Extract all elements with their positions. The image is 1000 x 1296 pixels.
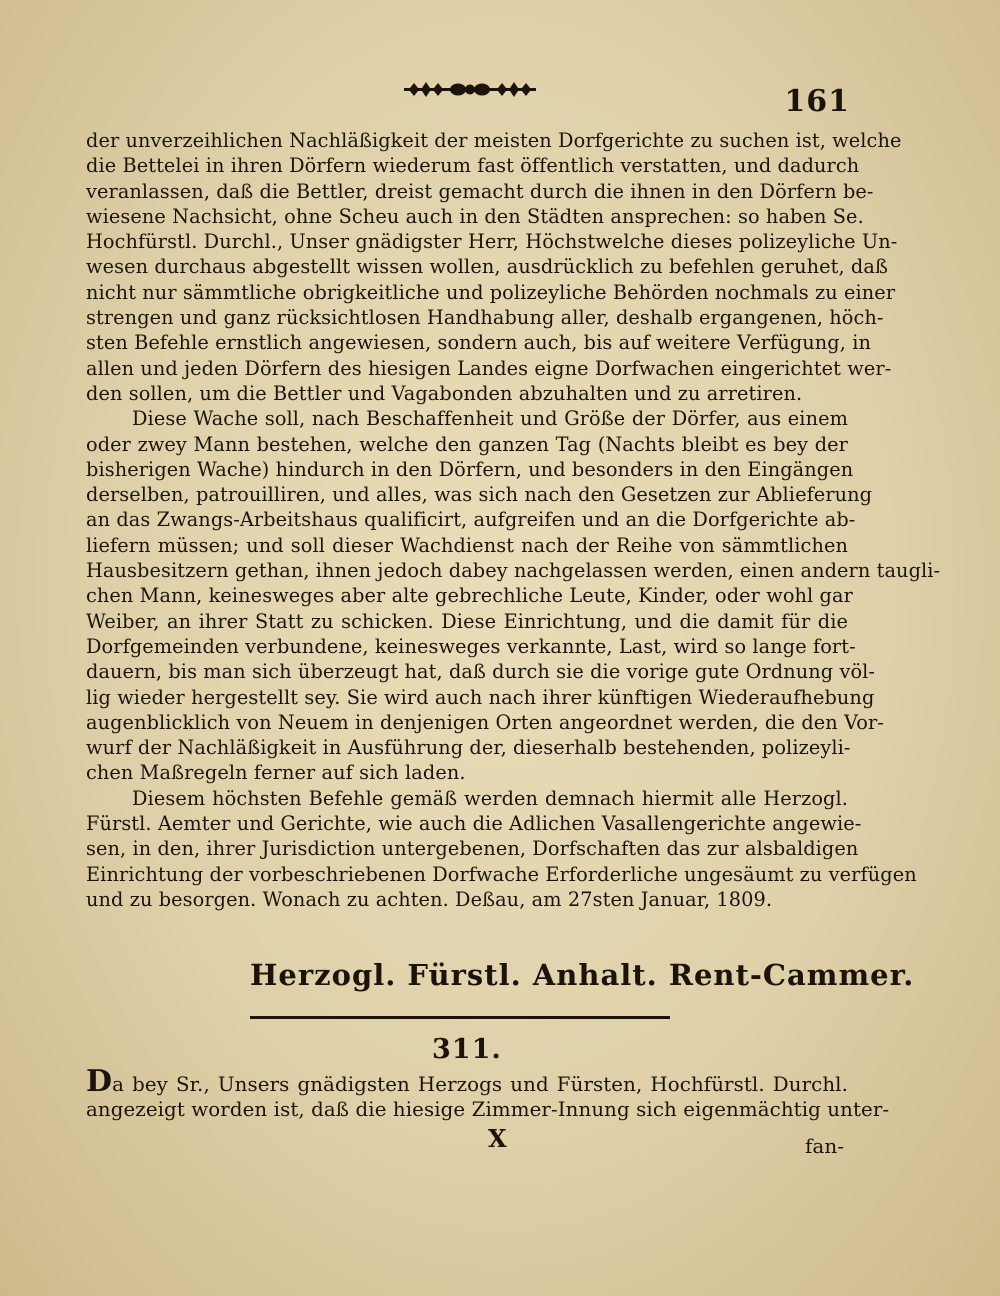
text-line: derselben, patrouilliren, und alles, was sich nach den Gesetzen zur Ablieferung (86, 483, 873, 507)
text-line: Weiber, an ihrer Statt zu schicken. Diese Einrichtung, und die damit für die (86, 609, 848, 633)
text-line: veranlassen, daß die Bettler, dreist gemacht durch die ihnen in den Dörfern be- (86, 179, 874, 203)
text-line: wurf der Nachläßigkeit in Ausführung der, dieserhalb bestehenden, polizeyli- (86, 736, 851, 760)
text-line: sen, in den, ihrer Jurisdiction untergebenen, Dorfschaften das zur alsbaldigen (86, 837, 859, 861)
text-line-rest: a bey Sr., Unsers gnädigsten Herzogs und Fürsten, Hochfürstl. Durchl. (112, 1073, 848, 1096)
text-line: sten Befehle ernstlich angewiesen, sondern auch, bis auf weitere Verfügung, in (86, 331, 871, 355)
text-line: die Bettelei in ihren Dörfern wiederum fast öffentlich verstatten, und dadurch (86, 154, 860, 178)
text-line (86, 1064, 848, 1099)
text-line: dauern, bis man sich überzeugt hat, daß durch sie die vorige gute Ordnung völ- (86, 660, 876, 684)
text-line: Dorfgemeinden verbundene, keinesweges verkannte, Last, wird so lange fort- (86, 634, 856, 658)
text-line: bisherigen Wache) hindurch in den Dörfern, und besonders in den Eingängen (86, 457, 854, 481)
text-line: wiesene Nachsicht, ohne Scheu auch in den Städten ansprechen: so haben Se. (86, 204, 864, 228)
section-number: 311. (432, 1034, 502, 1065)
text-line: Fürstl. Aemter und Gerichte, wie auch die Adlichen Vasallengerichte angewie- (86, 812, 862, 836)
text-line: an das Zwangs-Arbeitshaus qualificirt, aufgreifen und an die Dorfgerichte ab- (86, 508, 856, 532)
drop-letter: D (86, 1064, 113, 1099)
printer-ornament-icon (400, 76, 540, 102)
text-line: Diese Wache soll, nach Beschaffenheit und Größe der Dörfer, aus einem (132, 407, 848, 431)
text-line: oder zwey Mann bestehen, welche den ganzen Tag (Nachts bleibt es bey der (86, 432, 848, 456)
text-line: den sollen, um die Bettler und Vagabonden abzuhalten und zu arretiren. (86, 381, 803, 405)
text-line: augenblicklich von Neuem in denjenigen Orten angeordnet werden, die den Vor- (86, 710, 884, 734)
text-line: strengen und ganz rücksichtlosen Handhabung aller, deshalb ergangenen, höch- (86, 306, 884, 330)
text-line: Hochfürstl. Durchl., Unser gnädigster Herr, Höchstwelche dieses polizeyliche Un- (86, 230, 898, 254)
signature-line: Herzogl. Fürstl. Anhalt. Rent-Cammer. (250, 958, 915, 992)
text-line: Hausbesitzern gethan, ihnen jedoch dabey nachgelassen werden, einen andern taugli- (86, 559, 941, 583)
text-line: Diesem höchsten Befehle gemäß werden demnach hiermit alle Herzogl. (132, 786, 848, 810)
text-line: der unverzeihlichen Nachläßigkeit der meisten Dorfgerichte zu suchen ist, welche (86, 129, 902, 152)
page-number: 161 (784, 84, 850, 119)
main-text (86, 128, 941, 912)
section-text (86, 1064, 890, 1124)
text-line: allen und jeden Dörfern des hiesigen Landes eigne Dorfwachen eingerichtet wer- (86, 356, 892, 380)
text-line: Einrichtung der vorbeschriebenen Dorfwache Erforderliche ungesäumt zu verfügen (86, 862, 917, 886)
text-line: angezeigt worden ist, daß die hiesige Zimmer-Innung sich eigenmächtig unter- (86, 1098, 890, 1121)
text-line: lig wieder hergestellt sey. Sie wird auch nach ihrer künftigen Wiederaufhebung (86, 685, 875, 709)
text-line: und zu besorgen. Wonach zu achten. Deßau, am 27sten Januar, 1809. (86, 887, 773, 911)
text-line: nicht nur sämmtliche obrigkeitliche und polizeyliche Behörden nochmals zu einer (86, 280, 896, 304)
signature-mark: X (488, 1124, 507, 1153)
text-line: chen Mann, keinesweges aber alte gebrechliche Leute, Kinder, oder wohl gar (86, 584, 853, 608)
catchword: fan- (805, 1134, 844, 1158)
text-line: wesen durchaus abgestellt wissen wollen, ausdrücklich zu befehlen geruhet, daß (86, 255, 888, 279)
text-line: chen Maßregeln ferner auf sich laden. (86, 761, 466, 785)
section-divider (250, 1016, 670, 1019)
text-line: liefern müssen; und soll dieser Wachdienst nach der Reihe von sämmtlichen (86, 533, 848, 557)
